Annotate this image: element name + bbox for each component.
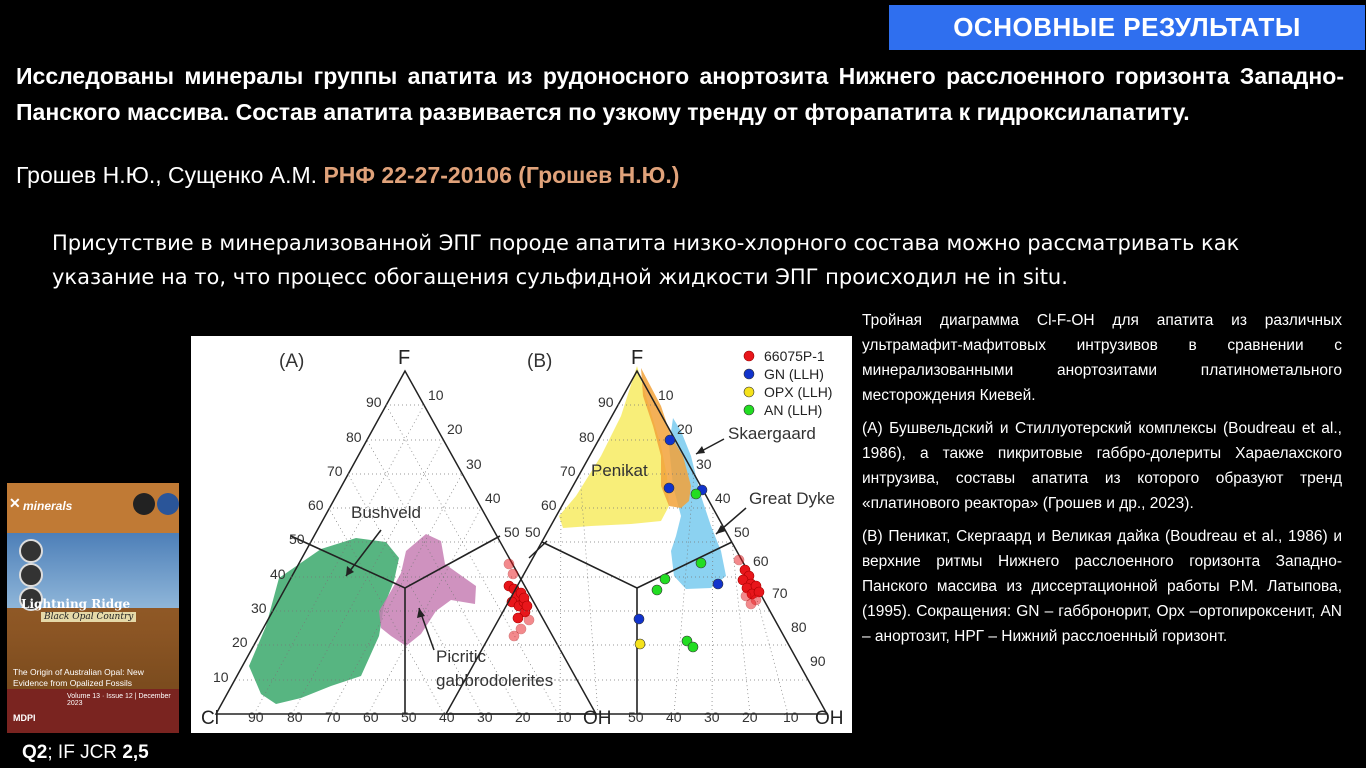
a-right-tick: 50 [504, 524, 520, 540]
a-left-tick: 20 [232, 634, 248, 650]
headline: Исследованы минералы группы апатита из рудоносного анортозита Нижнего расслоенного горизонта Западно-Панского массива. Состав апатита развивается по узкому тренду от фторапатита к гидроксилапатиту. [16, 63, 1344, 125]
b-right-tick: 20 [677, 421, 693, 437]
journal-logo-icon: ✕ [9, 495, 21, 511]
legend [744, 348, 832, 418]
metrics-label: ; IF JCR [47, 742, 123, 763]
author-names: Грошев Н.Ю., Сущенко А.М. [16, 162, 318, 188]
skaergaard-label: Skaergaard [728, 424, 816, 443]
caption-paragraph-2: (A) Бушвельдский и Стиллуотерский комплексы (Boudreau et al., 1986), а также пикритовые габбро-долериты Хараелахского интрузива, составы апатита из которого образуют тренд «платинового реактора» (Грошев и др., 2023). [862, 420, 1342, 512]
b-left-tick: 60 [541, 497, 557, 513]
b-bottom-tick: 20 [742, 709, 758, 725]
legend-marker-an [744, 405, 754, 415]
picritic-label-2: gabbrodolerites [436, 671, 554, 690]
b-right-tick: 60 [753, 553, 769, 569]
legend-marker-gn [744, 369, 754, 379]
authors-line [16, 158, 679, 192]
apex-f-a: F [398, 347, 411, 369]
a-bottom-tick: 40 [439, 709, 455, 725]
b-left-tick: 70 [560, 463, 576, 479]
figure-caption [862, 308, 1342, 657]
b-left-tick: 50 [525, 524, 541, 540]
cover-subtitle: Black Opal Country [41, 612, 136, 622]
a-left-tick: 30 [251, 600, 267, 616]
legend-marker-opx [744, 387, 754, 397]
a-left-tick: 40 [270, 566, 286, 582]
a-left-tick: 60 [308, 497, 324, 513]
grant-reference: РНФ 22-27-20106 (Грошев Н.Ю.) [323, 162, 680, 188]
b-right-tick: 30 [696, 456, 712, 472]
a-left-tick: 50 [289, 531, 305, 547]
a-right-tick: 20 [447, 421, 463, 437]
apex-oh-b: OH [815, 708, 844, 729]
cover-inset-icon [19, 539, 43, 563]
a-right-tick: 10 [428, 387, 444, 403]
legend-label: GN (LLH) [764, 366, 824, 382]
great-dyke-label: Great Dyke [749, 489, 835, 508]
picritic-field [379, 534, 476, 646]
cover-article-title: The Origin of Australian Opal: New Evidence from Opalized Fossils [13, 667, 144, 688]
b-right-tick: 90 [810, 653, 826, 669]
legend-label: OPX (LLH) [764, 384, 833, 400]
cover-inset-icon [19, 563, 43, 587]
b-right-tick: 70 [772, 585, 788, 601]
cover-volume: Volume 13 · Issue 12 | December 2023 [67, 693, 171, 707]
b-right-tick: 40 [715, 490, 731, 506]
picritic-label-1: Picritic [436, 647, 487, 666]
a-left-tick: 90 [366, 394, 382, 410]
a-bottom-tick: 80 [287, 709, 303, 725]
a-right-tick: 40 [485, 490, 501, 506]
a-bottom-tick: 70 [325, 709, 341, 725]
conclusion-statement: Присутствие в минерализованной ЭПГ породе апатита низко-хлорного состава можно рассматривать как указание на то, что процесс обогащения сульфидной жидкости ЭПГ происходил не in situ. [52, 231, 1240, 289]
caption-paragraph-3: (B) Пеникат, Скергаард и Великая дайка (Boudreau et al., 1986) и верхние ритмы Нижнего расслоенного горизонта Западно-Панского массива из диссертационной работы Р.М. Латыпова, (1995). Сокращения: GN – габбронорит, Орх –ортопироксенит, AN – анортозит, НРГ – Нижний расслоенный горизонт. [862, 528, 1342, 645]
legend-label: 66075P-1 [764, 348, 825, 364]
cover-title: Lightning Ridge [21, 597, 131, 611]
journal-metrics [22, 741, 149, 765]
a-bottom-tick: 90 [248, 709, 264, 725]
a-bottom-tick: 20 [515, 709, 531, 725]
a-bottom-tick: 60 [363, 709, 379, 725]
b-right-tick: 50 [734, 524, 750, 540]
panel-b-label: (B) [527, 351, 553, 372]
panel-a-label: (A) [279, 351, 305, 372]
b-right-tick: 80 [791, 619, 807, 635]
a-bottom-tick: 50 [401, 709, 417, 725]
b-bottom-tick: 40 [666, 709, 682, 725]
b-right-tick: 10 [658, 387, 674, 403]
a-bottom-tick: 30 [477, 709, 493, 725]
b-left-tick: 90 [598, 394, 614, 410]
a-bottom-tick: 10 [556, 709, 572, 725]
apex-f-b: F [631, 347, 644, 369]
impact-factor: 2,5 [122, 742, 149, 763]
a-left-tick: 70 [327, 463, 343, 479]
legend-marker-66075 [744, 351, 754, 361]
bushveld-field [249, 538, 399, 704]
publisher-logo: MDPI [13, 713, 36, 723]
a-right-tick: 30 [466, 456, 482, 472]
quartile: Q2 [22, 742, 48, 763]
a-left-tick: 10 [213, 669, 229, 685]
b-left-tick: 80 [579, 429, 595, 445]
a-left-tick: 80 [346, 429, 362, 445]
journal-name: minerals [23, 499, 73, 513]
ternary-diagram-figure [191, 336, 852, 733]
bushveld-label: Bushveld [351, 503, 421, 522]
apex-oh-a: OH [583, 708, 612, 729]
caption-paragraph-1: Тройная диаграмма Cl-F-OH для апатита из различных ультрамафит-мафитовых интрузивов в сравнении с минерализованными анортозитами платинометального месторождения Киевей. [862, 312, 1342, 404]
journal-cover [7, 483, 179, 733]
cover-footer [7, 689, 179, 733]
b-bottom-tick: 50 [628, 709, 644, 725]
b-bottom-tick: 10 [783, 709, 799, 725]
impact-badge-icon [133, 493, 155, 515]
citescore-badge-icon [157, 493, 179, 515]
legend-label: AN (LLH) [764, 402, 823, 418]
panel-a [201, 347, 612, 729]
section-badge: ОСНОВНЫЕ РЕЗУЛЬТАТЫ [889, 5, 1365, 50]
apex-cl-a: Cl [201, 708, 219, 729]
penikat-label: Penikat [591, 461, 648, 480]
b-bottom-tick: 30 [704, 709, 720, 725]
